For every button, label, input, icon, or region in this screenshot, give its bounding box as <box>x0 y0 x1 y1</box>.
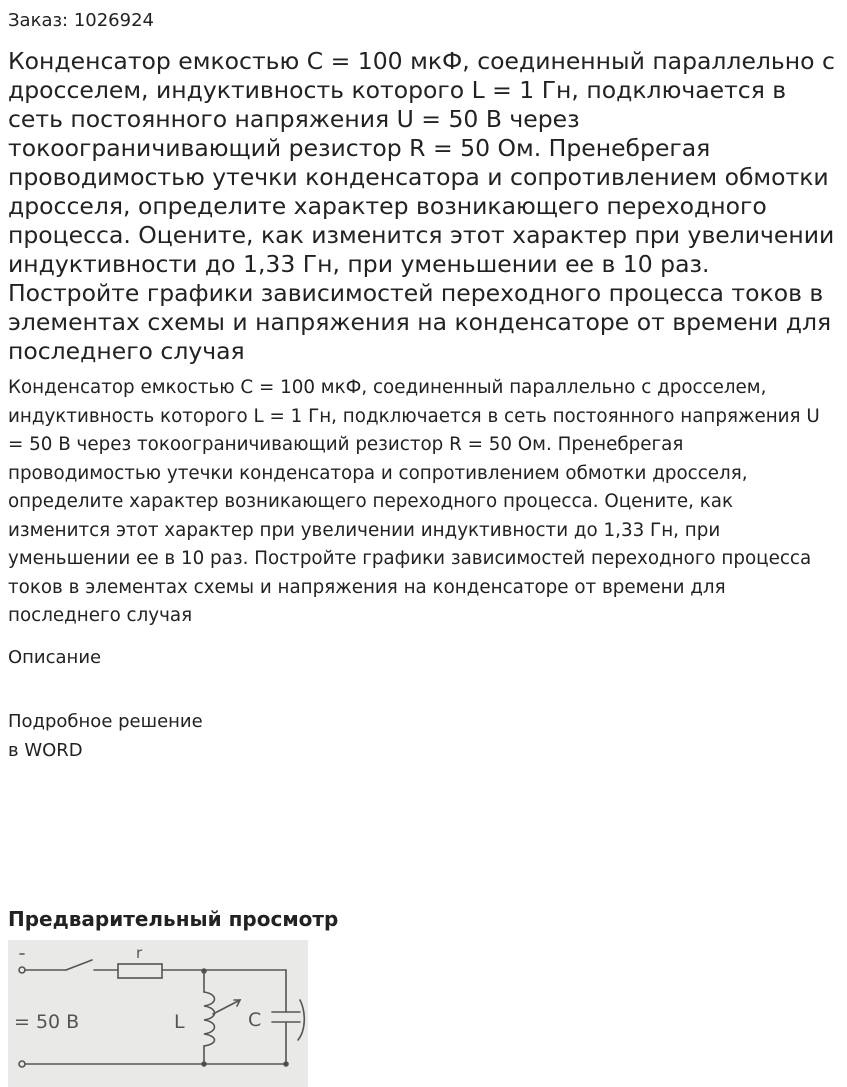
capacitor-current-arrow <box>298 1000 304 1040</box>
inductor-arrow <box>213 1000 240 1014</box>
resistor <box>118 964 162 978</box>
solution-line-2: в WORD <box>8 739 83 761</box>
inductor-coil <box>204 992 215 1046</box>
junction-bottom-right <box>284 1062 288 1066</box>
task-description: Конденсатор емкостью С = 100 мкФ, соединенный параллельно с дросселем, индуктивность которого L = 1 Гн, подключается в сеть постоянного напряжения U = 50 В через токоограничивающий резистор R = 50 Ом. Пренебрегая проводимостью утечки конденсатора и сопротивлением обмотки дросселя, определите характер возникающего переходного процесса. Оцените, как изменится этот характер при увеличении индуктивности до 1,33 Гн, при уменьшении ее в 10 раз. Постройте графики зависимостей переходного процесса токов в элементах схемы и напряжения на конденсаторе от времени для последнего случая <box>8 377 820 626</box>
solution-line-1: Подробное решение <box>8 711 203 732</box>
voltage-label: = 50 В <box>14 1011 80 1033</box>
bottom-terminal <box>19 1061 25 1067</box>
junction-bottom <box>202 1062 206 1066</box>
circuit-diagram <box>8 940 308 1087</box>
top-terminal <box>19 967 25 973</box>
description-section-label: Описание <box>8 647 102 668</box>
resistor-label: r <box>136 944 143 962</box>
preview-heading: Предварительный просмотр <box>8 907 339 931</box>
solution-info <box>8 708 203 765</box>
preview-image[interactable] <box>8 940 308 1087</box>
inductor-label: L <box>174 1011 185 1033</box>
capacitor-label: C <box>248 1009 262 1031</box>
switch <box>66 960 92 970</box>
order-number: Заказ: 1026924 <box>8 10 154 31</box>
task-title: Конденсатор емкостью С = 100 мкФ, соединенный параллельно с дросселем, индуктивность которого L = 1 Гн, подключается в сеть постоянного напряжения U = 50 В через токоограничивающий резистор R = 50 Ом. Пренебрегая проводимостью утечки конденсатора и сопротивлением обмотки дросселя, определите характер возникающего переходного процесса. Оцените, как изменится этот характер при увеличении индуктивности до 1,33 Гн, при уменьшении ее в 10 раз. Постройте графики зависимостей переходного процесса токов в элементах схемы и напряжения на конденсаторе от времени для последнего случая <box>8 47 835 365</box>
